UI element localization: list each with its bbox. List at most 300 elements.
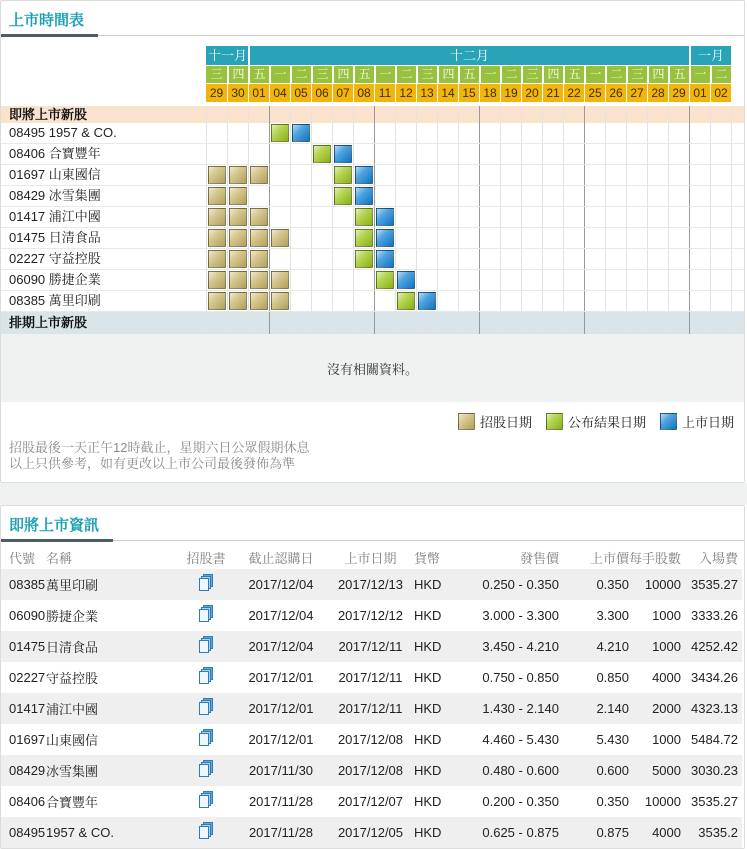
gantt-slot — [668, 144, 689, 164]
gantt-slot — [647, 228, 668, 248]
gantt-cell-offer — [229, 229, 247, 247]
gantt-row — [1, 144, 744, 165]
date-cell: 04 — [269, 84, 290, 102]
gantt-slot — [353, 186, 374, 206]
gantt-slot — [647, 144, 668, 164]
gantt-slot-strip — [206, 207, 732, 227]
gantt-cell-offer — [271, 271, 289, 289]
gantt-slot — [479, 249, 500, 269]
gantt-slot — [416, 123, 437, 143]
gantt-slot — [521, 144, 542, 164]
gantt-slot — [626, 270, 647, 290]
gantt-slot — [290, 106, 311, 123]
prospectus-icon[interactable] — [198, 605, 214, 623]
cell-prospectus — [177, 755, 235, 786]
gantt-slot — [689, 249, 710, 269]
calendar-weekday-row — [1, 66, 744, 84]
gantt-slot-strip — [206, 106, 732, 123]
gantt-slot — [416, 165, 437, 185]
gantt-slot — [563, 144, 584, 164]
gantt-cell-offer — [229, 250, 247, 268]
cell-prospectus — [177, 786, 235, 817]
cell-code: 08385 — [1, 569, 46, 600]
gantt-slot — [605, 291, 626, 311]
date-cell: 22 — [563, 84, 584, 102]
prospectus-icon[interactable] — [198, 574, 214, 592]
gantt-cell-announce — [397, 292, 415, 310]
gantt-slot — [479, 186, 500, 206]
cell-code: 01417 — [1, 693, 46, 724]
legend-label-listing: 上市日期 — [681, 414, 734, 430]
gantt-slot — [710, 312, 731, 334]
gantt-slot — [647, 312, 668, 334]
gantt-slot — [269, 165, 290, 185]
cell-close-date: 2017/11/28 — [235, 817, 327, 848]
cell-close-date: 2017/12/04 — [248, 608, 314, 623]
section-band-upcoming — [1, 106, 744, 123]
column-header-6: 貨幣 — [414, 550, 441, 566]
gantt-slot — [647, 207, 668, 227]
date-cell: 21 — [542, 84, 563, 102]
table-row — [1, 631, 742, 662]
gantt-slot — [416, 228, 437, 248]
weekday-cell: 二 — [605, 66, 626, 83]
cell-offer-price: 0.480 - 0.600 — [459, 755, 559, 786]
gantt-row-label: 06090 勝捷企業 — [9, 272, 101, 287]
gantt-slot — [332, 144, 353, 164]
gantt-slot — [584, 186, 605, 206]
gantt-slot — [500, 312, 521, 334]
column-header-1: 代號 — [9, 550, 36, 566]
date-cell: 20 — [521, 84, 542, 102]
month-label: 一月 — [689, 46, 731, 65]
gantt-slot — [416, 207, 437, 227]
legend-swatch-announce — [546, 413, 563, 430]
gantt-slot — [668, 228, 689, 248]
gantt-slot — [479, 312, 500, 334]
weekday-cell: 五 — [353, 66, 374, 83]
cell-entry-fee: 3535.27 — [681, 569, 742, 600]
gantt-slot — [227, 270, 248, 290]
gantt-slot — [605, 228, 626, 248]
gantt-slot — [311, 228, 332, 248]
gantt-slot — [458, 249, 479, 269]
cell-name: 守益控股 — [46, 671, 99, 686]
gantt-slot — [290, 291, 311, 311]
table-row — [1, 662, 742, 693]
gantt-slot — [311, 165, 332, 185]
gantt-slot — [248, 186, 269, 206]
gantt-cell-offer — [250, 271, 268, 289]
gantt-slot — [269, 106, 290, 123]
gantt-slot — [269, 207, 290, 227]
gantt-slot — [542, 312, 563, 334]
prospectus-icon[interactable] — [198, 729, 214, 747]
cell-list-date: 2017/12/12 — [337, 608, 404, 623]
gantt-slot — [353, 165, 374, 185]
column-header-7: 發售價 — [519, 550, 559, 566]
gantt-slot — [353, 312, 374, 334]
gantt-slot — [689, 186, 710, 206]
weekday-cell: 三 — [521, 66, 542, 83]
listing-info-panel — [0, 505, 745, 849]
gantt-slot — [605, 207, 626, 227]
cell-currency: HKD — [414, 631, 459, 662]
gantt-slot — [521, 106, 542, 123]
cell-lot-size: 2000 — [629, 693, 681, 724]
cell-lot-size: 1000 — [629, 631, 681, 662]
gantt-slot — [500, 228, 521, 248]
gantt-row-label: 08385 萬里印刷 — [9, 293, 101, 308]
weekday-cell: 四 — [227, 66, 248, 83]
cell-list-date: 2017/12/08 — [327, 755, 414, 786]
gantt-cell-offer — [208, 208, 226, 226]
no-data-text: 沒有相關資料。 — [326, 361, 418, 377]
cell-close-date: 2017/11/28 — [248, 794, 314, 809]
gantt-slot — [647, 186, 668, 206]
gantt-slot — [668, 186, 689, 206]
gantt-slot — [500, 106, 521, 123]
gantt-slot — [248, 207, 269, 227]
weekday-cell: 五 — [248, 66, 269, 83]
legend-swatch-listing — [660, 413, 677, 430]
date-cell: 05 — [290, 84, 311, 102]
cell-entry-fee: 3030.23 — [681, 755, 742, 786]
gantt-slot — [290, 312, 311, 334]
gantt-row — [1, 123, 744, 144]
cell-list-price: 0.850 — [596, 670, 629, 685]
gantt-slot — [542, 207, 563, 227]
gantt-slot — [668, 123, 689, 143]
gantt-slot-strip — [206, 228, 732, 248]
gantt-slot — [227, 228, 248, 248]
gantt-slot — [458, 106, 479, 123]
gantt-slot — [542, 270, 563, 290]
gantt-slot — [311, 144, 332, 164]
gantt-slot — [248, 270, 269, 290]
gantt-slot — [689, 106, 710, 123]
gantt-row-label: 08406 合寶豐年 — [9, 146, 101, 161]
gantt-slot — [626, 123, 647, 143]
gantt-slot — [563, 186, 584, 206]
gantt-row-label: 08495 1957 & CO. — [9, 125, 117, 140]
gantt-slot — [710, 249, 731, 269]
gantt-slot — [542, 291, 563, 311]
gantt-slot — [311, 249, 332, 269]
gantt-slot — [395, 207, 416, 227]
gantt-slot — [206, 144, 227, 164]
gantt-slot — [647, 106, 668, 123]
gantt-slot — [542, 144, 563, 164]
prospectus-icon[interactable] — [198, 667, 214, 685]
gantt-slot — [437, 228, 458, 248]
gantt-slot — [437, 165, 458, 185]
column-header-2: 名稱 — [46, 550, 73, 566]
weekday-cell: 二 — [395, 66, 416, 83]
cell-name: 1957 & CO. — [46, 817, 177, 848]
gantt-slot — [521, 291, 542, 311]
gantt-cell-announce — [376, 271, 394, 289]
weekday-cell: 二 — [500, 66, 521, 83]
gantt-row — [1, 186, 744, 207]
cell-entry-fee: 3434.26 — [691, 670, 738, 685]
gantt-slot — [626, 186, 647, 206]
gantt-slot — [290, 270, 311, 290]
gantt-slot — [647, 291, 668, 311]
gantt-slot — [626, 165, 647, 185]
gantt-slot — [437, 291, 458, 311]
gantt-slot — [521, 186, 542, 206]
weekday-cell: 三 — [626, 66, 647, 83]
gantt-slot — [353, 291, 374, 311]
legend-item-offer — [458, 412, 532, 431]
gantt-slot — [332, 165, 353, 185]
cell-lot-size: 4000 — [652, 670, 681, 685]
cell-entry-fee: 4323.13 — [681, 693, 742, 724]
gantt-slot — [584, 165, 605, 185]
gantt-cell-offer — [229, 187, 247, 205]
cell-offer-price: 0.200 - 0.350 — [482, 794, 559, 809]
gantt-slot — [437, 270, 458, 290]
no-data-area — [1, 334, 744, 402]
gantt-row — [1, 228, 744, 249]
weekday-cell: 四 — [647, 66, 668, 83]
cell-entry-fee: 3535.27 — [691, 794, 738, 809]
gantt-slot — [311, 106, 332, 123]
gantt-row — [1, 291, 744, 312]
cell-list-price: 2.140 — [559, 693, 629, 724]
gantt-slot — [395, 106, 416, 123]
gantt-slot — [689, 270, 710, 290]
gantt-slot — [374, 106, 395, 123]
date-cell: 30 — [227, 84, 248, 102]
cell-lot-size: 10000 — [644, 794, 681, 809]
gantt-slot — [542, 106, 563, 123]
date-cell: 19 — [500, 84, 521, 102]
cell-name: 日清食品 — [46, 631, 177, 662]
gantt-slot — [332, 207, 353, 227]
cell-list-price: 4.210 — [559, 631, 629, 662]
gantt-slot — [605, 249, 626, 269]
gantt-slot — [500, 144, 521, 164]
gantt-slot-strip — [206, 270, 732, 290]
gantt-slot — [689, 165, 710, 185]
cell-code: 08495 — [1, 817, 46, 848]
gantt-slot-strip — [206, 291, 732, 311]
column-header-4: 截止認購日 — [248, 550, 314, 566]
weekday-cell: 一 — [269, 66, 290, 83]
gantt-slot — [437, 207, 458, 227]
date-cell: 13 — [416, 84, 437, 102]
gantt-slot — [668, 312, 689, 334]
gantt-slot — [542, 228, 563, 248]
prospectus-icon[interactable] — [198, 822, 214, 840]
cell-currency: HKD — [414, 670, 442, 685]
gantt-slot — [374, 228, 395, 248]
gantt-slot — [479, 228, 500, 248]
gantt-row-label: 01697 山東國信 — [9, 167, 101, 182]
timetable-title: 上市時間表 — [1, 5, 98, 37]
gantt-slot — [605, 106, 626, 123]
gantt-slot — [605, 123, 626, 143]
gantt-slot — [710, 106, 731, 123]
date-cell: 11 — [374, 84, 395, 102]
cell-close-date: 2017/12/04 — [235, 569, 327, 600]
gantt-slot — [353, 123, 374, 143]
cell-code: 08429 — [1, 755, 46, 786]
gantt-slot — [248, 144, 269, 164]
gantt-slot — [332, 312, 353, 334]
gantt-slot — [227, 106, 248, 123]
gantt-slot-strip — [206, 186, 732, 206]
cell-offer-price: 0.250 - 0.350 — [459, 569, 559, 600]
date-cell: 28 — [647, 84, 668, 102]
gantt-slot — [458, 123, 479, 143]
gantt-slot — [269, 186, 290, 206]
weekday-cell: 五 — [563, 66, 584, 83]
gantt-slot — [227, 186, 248, 206]
gantt-slot — [206, 123, 227, 143]
gantt-cell-listing — [376, 208, 394, 226]
prospectus-icon[interactable] — [198, 698, 214, 716]
gantt-slot — [290, 186, 311, 206]
weekday-cell: 四 — [437, 66, 458, 83]
gantt-slot — [521, 312, 542, 334]
gantt-slot — [248, 291, 269, 311]
prospectus-icon[interactable] — [198, 791, 214, 809]
gantt-slot — [290, 144, 311, 164]
gantt-slot — [374, 207, 395, 227]
cell-list-price: 0.350 — [559, 569, 629, 600]
cell-code: 01697 — [9, 732, 46, 747]
gantt-slot — [563, 106, 584, 123]
gantt-cell-offer — [250, 229, 268, 247]
gantt-slot — [353, 207, 374, 227]
gantt-cell-offer — [229, 271, 247, 289]
gantt-slot — [479, 123, 500, 143]
cell-offer-price: 3.450 - 4.210 — [459, 631, 559, 662]
cell-entry-fee: 4252.42 — [681, 631, 742, 662]
gantt-slot — [269, 228, 290, 248]
gantt-cell-announce — [271, 124, 289, 142]
cell-list-date: 2017/12/11 — [327, 631, 414, 662]
gantt-cell-listing — [397, 271, 415, 289]
gantt-slot — [668, 106, 689, 123]
gantt-cell-offer — [208, 292, 226, 310]
gantt-slot — [416, 312, 437, 334]
cell-close-date: 2017/12/01 — [235, 693, 327, 724]
gantt-slot — [206, 291, 227, 311]
cell-name: 萬里印刷 — [46, 569, 177, 600]
gantt-slot — [290, 123, 311, 143]
gantt-slot — [584, 228, 605, 248]
gantt-slot — [206, 207, 227, 227]
gantt-cell-announce — [334, 187, 352, 205]
cell-list-price: 0.350 — [596, 794, 629, 809]
gantt-slot — [458, 165, 479, 185]
gantt-cell-offer — [229, 166, 247, 184]
gantt-slot — [668, 291, 689, 311]
gantt-cell-announce — [355, 208, 373, 226]
gantt-row-label: 02227 守益控股 — [9, 251, 101, 266]
gantt-slot — [395, 123, 416, 143]
footnotes — [1, 432, 744, 482]
legend-label-offer: 招股日期 — [479, 414, 532, 430]
gantt-slot — [458, 291, 479, 311]
gantt-cell-offer — [250, 292, 268, 310]
gantt-slot — [521, 207, 542, 227]
date-cell: 18 — [479, 84, 500, 102]
cell-prospectus — [177, 817, 235, 848]
date-cell: 14 — [437, 84, 458, 102]
gantt-slot — [710, 186, 731, 206]
gantt-slot — [542, 249, 563, 269]
gantt-slot — [248, 249, 269, 269]
column-header-5: 上市日期 — [344, 550, 397, 566]
gantt-cell-offer — [208, 271, 226, 289]
gantt-slot — [269, 312, 290, 334]
table-row — [1, 600, 742, 631]
gantt-row — [1, 165, 744, 186]
gantt-slot — [479, 207, 500, 227]
gantt-slot — [626, 144, 647, 164]
gantt-slot — [353, 249, 374, 269]
gantt-slot — [227, 123, 248, 143]
gantt-legend — [1, 402, 744, 432]
cell-close-date: 2017/11/30 — [235, 755, 327, 786]
weekday-cell: 四 — [332, 66, 353, 83]
column-header-8: 上市價 — [589, 550, 629, 566]
gantt-cell-offer — [250, 208, 268, 226]
gantt-slot — [605, 186, 626, 206]
cell-code: 01475 — [1, 631, 46, 662]
date-cell: 29 — [668, 84, 689, 102]
gantt-slot — [395, 165, 416, 185]
date-cell: 29 — [206, 84, 227, 102]
gantt-cell-offer — [208, 250, 226, 268]
gantt-row-label: 01417 浦江中國 — [9, 209, 101, 224]
gantt-slot-strip — [206, 249, 732, 269]
gantt-slot — [458, 144, 479, 164]
cell-name: 冰雪集團 — [46, 755, 177, 786]
weekday-cell: 四 — [542, 66, 563, 83]
gantt-slot — [563, 165, 584, 185]
gantt-cell-offer — [229, 292, 247, 310]
gantt-slot — [605, 165, 626, 185]
prospectus-icon[interactable] — [198, 760, 214, 778]
gantt-slot — [395, 270, 416, 290]
gantt-slot — [374, 186, 395, 206]
gantt-slot — [626, 291, 647, 311]
gantt-cell-offer — [271, 229, 289, 247]
gantt-slot — [689, 291, 710, 311]
prospectus-icon[interactable] — [198, 636, 214, 654]
gantt-slot — [500, 186, 521, 206]
gantt-slot — [710, 270, 731, 290]
gantt-slot — [584, 207, 605, 227]
gantt-cell-listing — [355, 166, 373, 184]
cell-name: 浦江中國 — [46, 693, 177, 724]
cell-name: 山東國信 — [46, 733, 99, 748]
cell-entry-fee: 3333.26 — [691, 608, 738, 623]
cell-offer-price: 4.460 - 5.430 — [482, 732, 559, 747]
gantt-slot — [458, 270, 479, 290]
gantt-slot — [710, 144, 731, 164]
gantt-slot — [521, 165, 542, 185]
gantt-slot — [227, 291, 248, 311]
info-title: 即將上市資訊 — [1, 510, 113, 542]
gantt-slot — [311, 186, 332, 206]
